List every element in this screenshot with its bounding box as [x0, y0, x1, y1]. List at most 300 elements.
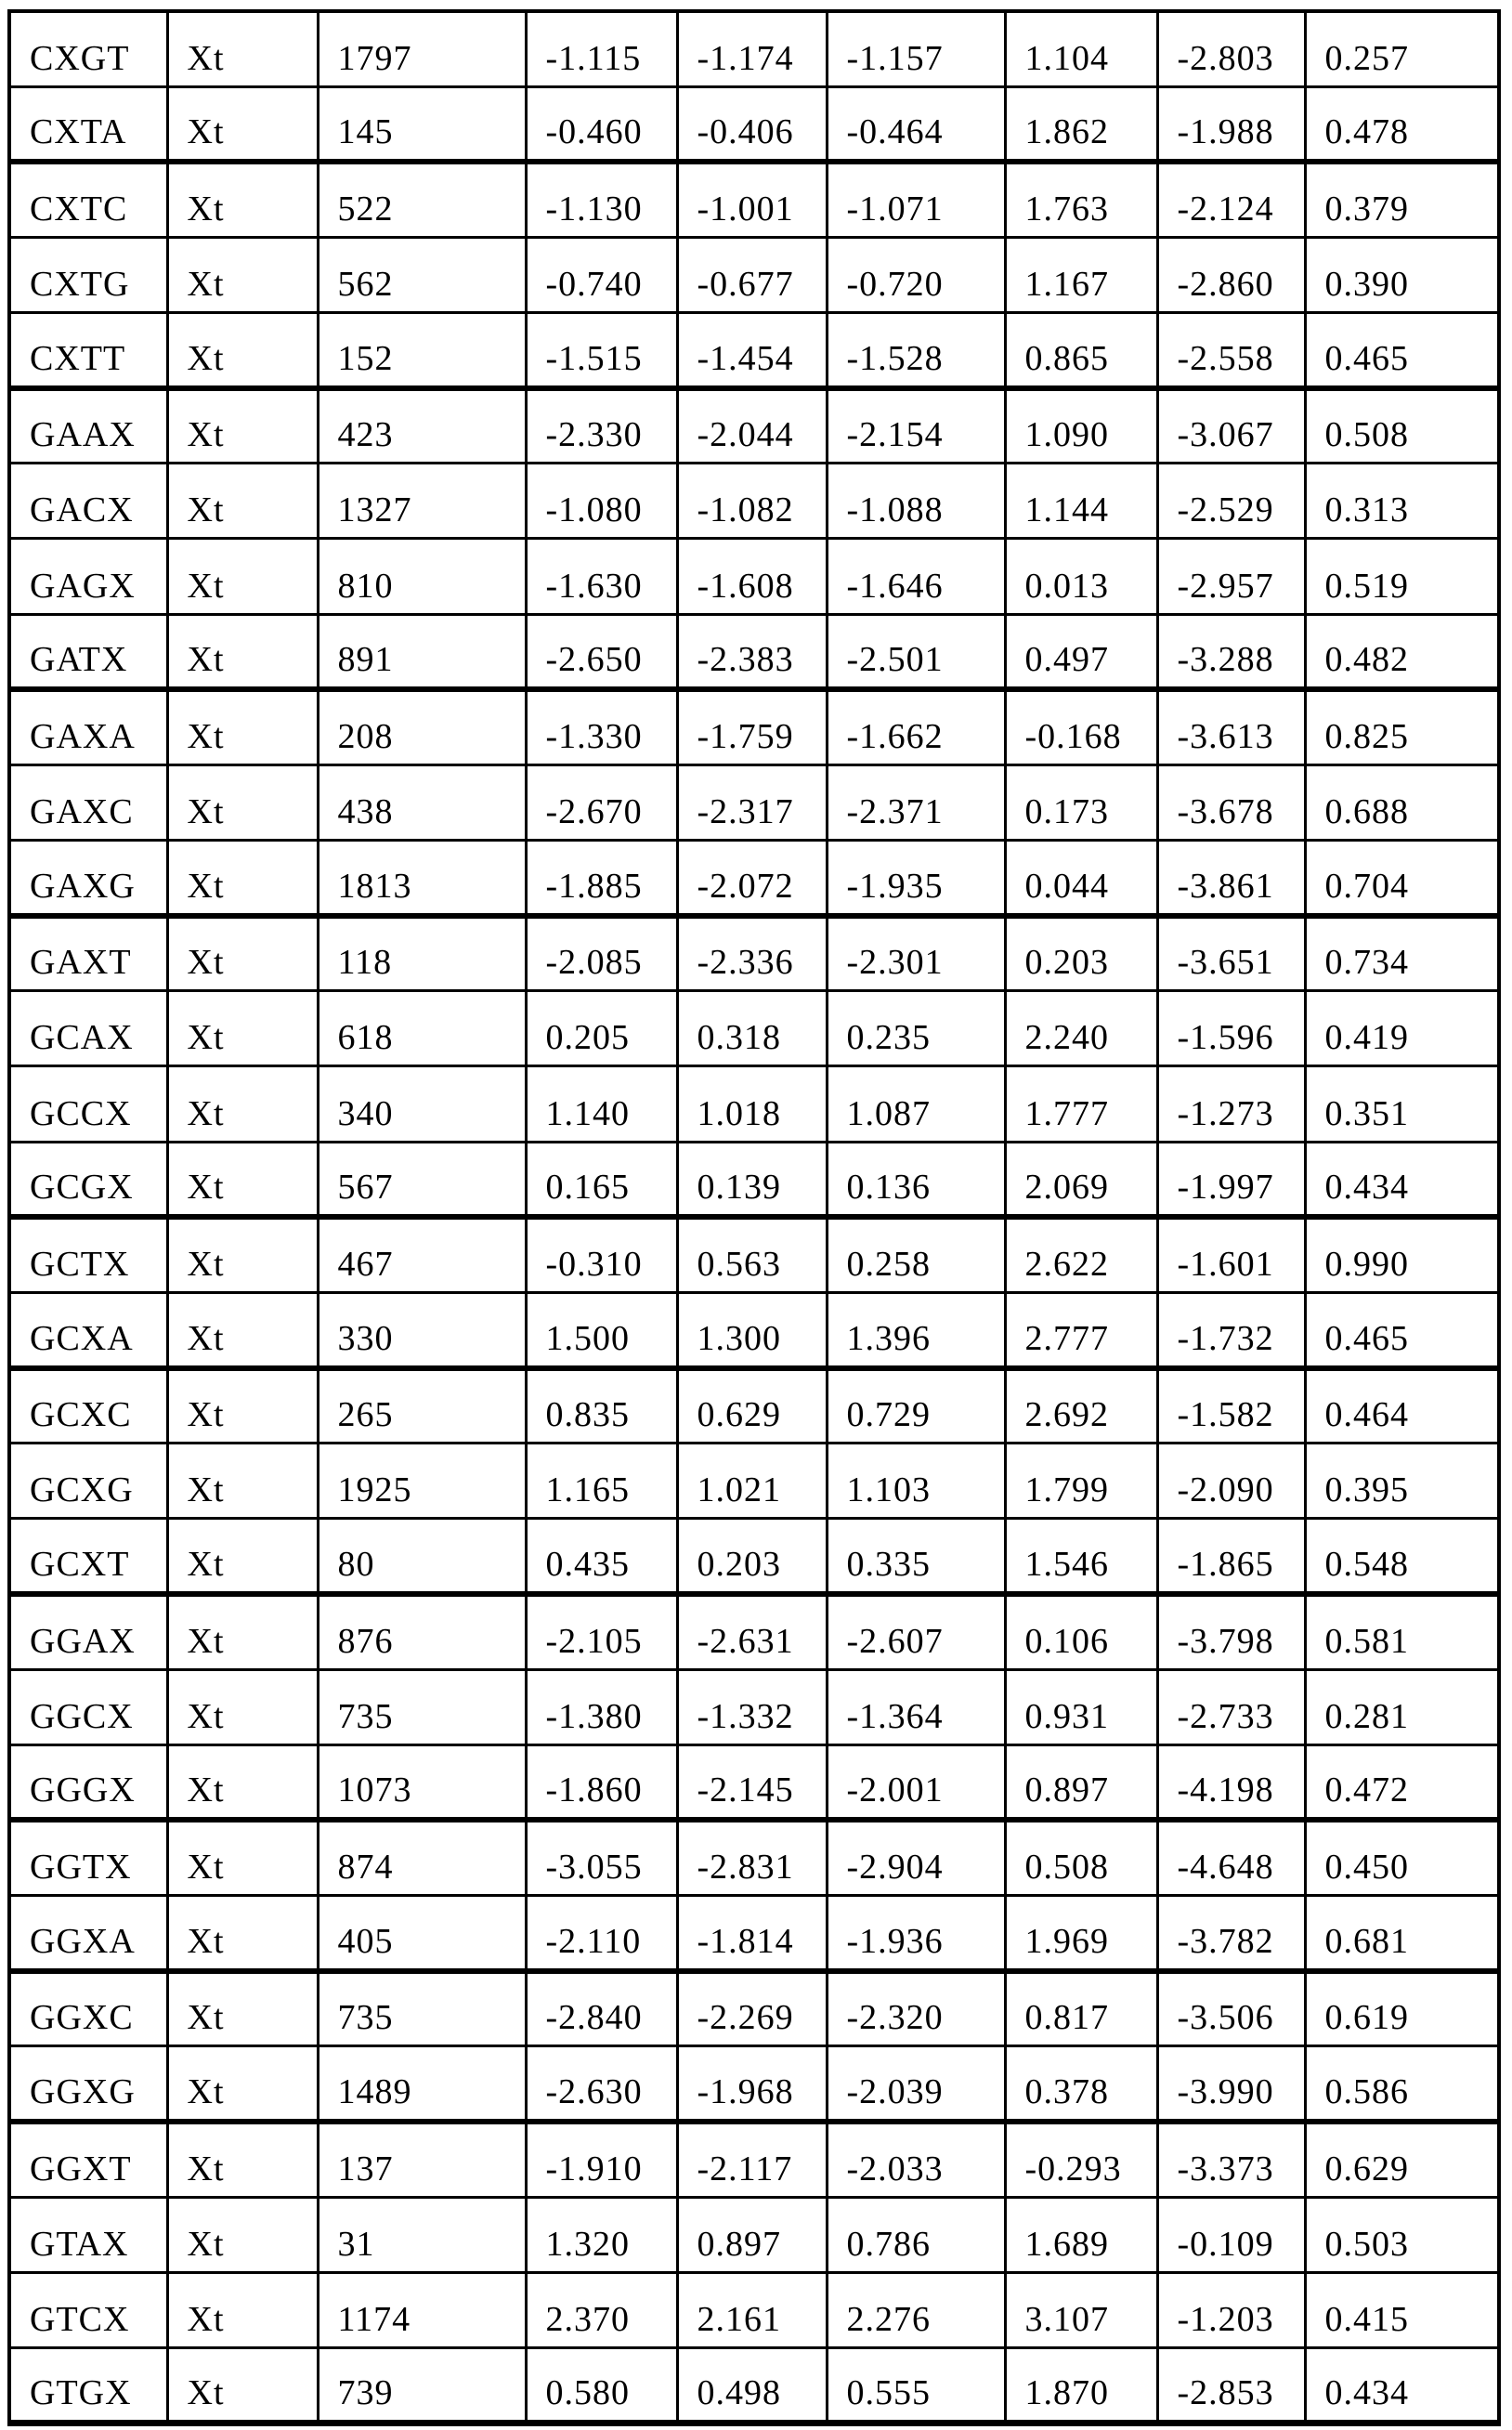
cell-value-1: -1.885	[526, 841, 677, 916]
cell-value-5: -3.651	[1157, 916, 1305, 991]
cell-value-4: 0.044	[1005, 841, 1157, 916]
cell-type: Xt	[167, 689, 318, 764]
cell-code: CXGT	[9, 11, 167, 86]
cell-value-5: -2.529	[1157, 464, 1305, 539]
cell-count: 735	[318, 1669, 526, 1744]
cell-value-6: 0.281	[1305, 1669, 1499, 1744]
cell-type: Xt	[167, 1142, 318, 1217]
cell-count: 405	[318, 1896, 526, 1971]
cell-code: CXTA	[9, 86, 167, 162]
cell-type: Xt	[167, 1971, 318, 2046]
table-body	[9, 11, 1499, 2423]
table-row	[9, 841, 1499, 916]
cell-value-4: 1.104	[1005, 11, 1157, 86]
cell-count: 1489	[318, 2046, 526, 2122]
table-row	[9, 1142, 1499, 1217]
cell-value-2: 0.629	[677, 1368, 827, 1444]
cell-code: GTAX	[9, 2197, 167, 2272]
cell-value-5: -3.067	[1157, 388, 1305, 464]
cell-value-3: -1.157	[827, 11, 1005, 86]
table-row	[9, 1594, 1499, 1669]
cell-value-5: -1.865	[1157, 1519, 1305, 1594]
cell-value-2: -1.082	[677, 464, 827, 539]
cell-value-3: 0.235	[827, 991, 1005, 1066]
cell-value-6: 0.434	[1305, 1142, 1499, 1217]
cell-value-5: -2.957	[1157, 539, 1305, 614]
cell-value-6: 0.450	[1305, 1820, 1499, 1895]
cell-code: GAXA	[9, 689, 167, 764]
cell-count: 735	[318, 1971, 526, 2046]
cell-value-1: 0.835	[526, 1368, 677, 1444]
cell-value-4: 0.203	[1005, 916, 1157, 991]
table-row	[9, 86, 1499, 162]
table-row	[9, 764, 1499, 840]
cell-value-3: 0.335	[827, 1519, 1005, 1594]
table-row	[9, 2197, 1499, 2272]
cell-value-3: -0.464	[827, 86, 1005, 162]
cell-type: Xt	[167, 162, 318, 237]
cell-type: Xt	[167, 464, 318, 539]
cell-value-3: 0.786	[827, 2197, 1005, 2272]
cell-value-4: 1.777	[1005, 1066, 1157, 1142]
cell-type: Xt	[167, 388, 318, 464]
cell-value-4: 0.508	[1005, 1820, 1157, 1895]
cell-value-5: -1.203	[1157, 2272, 1305, 2347]
cell-count: 1925	[318, 1444, 526, 1519]
cell-value-3: 2.276	[827, 2272, 1005, 2347]
cell-count: 567	[318, 1142, 526, 1217]
cell-count: 810	[318, 539, 526, 614]
cell-value-5: -1.997	[1157, 1142, 1305, 1217]
cell-value-6: 0.472	[1305, 1744, 1499, 1820]
cell-value-2: -2.145	[677, 1744, 827, 1820]
cell-value-2: 0.318	[677, 991, 827, 1066]
cell-type: Xt	[167, 1896, 318, 1971]
cell-code: GGAX	[9, 1594, 167, 1669]
cell-value-3: -2.154	[827, 388, 1005, 464]
cell-value-5: -3.990	[1157, 2046, 1305, 2122]
cell-value-5: -3.373	[1157, 2122, 1305, 2197]
cell-code: GGGX	[9, 1744, 167, 1820]
cell-value-6: 0.464	[1305, 1368, 1499, 1444]
cell-value-2: -0.406	[677, 86, 827, 162]
cell-count: 145	[318, 86, 526, 162]
cell-value-1: -0.740	[526, 237, 677, 312]
cell-value-4: 0.931	[1005, 1669, 1157, 1744]
cell-value-2: -1.174	[677, 11, 827, 86]
cell-value-6: 0.313	[1305, 464, 1499, 539]
cell-value-1: -1.130	[526, 162, 677, 237]
cell-value-3: -1.071	[827, 162, 1005, 237]
table-row	[9, 2272, 1499, 2347]
table-row	[9, 614, 1499, 689]
table-row	[9, 689, 1499, 764]
cell-value-3: -1.935	[827, 841, 1005, 916]
cell-value-3: -1.528	[827, 313, 1005, 388]
cell-value-1: -2.840	[526, 1971, 677, 2046]
cell-value-2: -1.968	[677, 2046, 827, 2122]
cell-code: GGTX	[9, 1820, 167, 1895]
cell-type: Xt	[167, 86, 318, 162]
cell-value-6: 0.465	[1305, 313, 1499, 388]
cell-value-4: 3.107	[1005, 2272, 1157, 2347]
cell-value-3: -2.371	[827, 764, 1005, 840]
cell-value-2: 1.018	[677, 1066, 827, 1142]
cell-type: Xt	[167, 1594, 318, 1669]
cell-value-6: 0.704	[1305, 841, 1499, 916]
cell-value-5: -4.648	[1157, 1820, 1305, 1895]
cell-code: GGXT	[9, 2122, 167, 2197]
cell-value-4: 0.013	[1005, 539, 1157, 614]
cell-value-4: 1.167	[1005, 237, 1157, 312]
cell-code: CXTG	[9, 237, 167, 312]
cell-value-6: 0.581	[1305, 1594, 1499, 1669]
cell-type: Xt	[167, 1217, 318, 1292]
cell-code: GTGX	[9, 2347, 167, 2423]
cell-value-6: 0.629	[1305, 2122, 1499, 2197]
cell-type: Xt	[167, 2272, 318, 2347]
cell-type: Xt	[167, 1368, 318, 1444]
cell-value-3: -1.088	[827, 464, 1005, 539]
cell-code: GCXT	[9, 1519, 167, 1594]
cell-value-2: -2.631	[677, 1594, 827, 1669]
cell-value-2: 0.203	[677, 1519, 827, 1594]
table-row	[9, 2046, 1499, 2122]
cell-value-5: -3.678	[1157, 764, 1305, 840]
cell-value-1: 1.140	[526, 1066, 677, 1142]
cell-value-4: 1.862	[1005, 86, 1157, 162]
cell-value-3: 0.258	[827, 1217, 1005, 1292]
table-row	[9, 11, 1499, 86]
cell-type: Xt	[167, 764, 318, 840]
cell-value-1: 0.165	[526, 1142, 677, 1217]
cell-value-2: -1.759	[677, 689, 827, 764]
cell-code: GCXG	[9, 1444, 167, 1519]
cell-value-2: -1.001	[677, 162, 827, 237]
cell-value-6: 0.395	[1305, 1444, 1499, 1519]
table-row	[9, 162, 1499, 237]
cell-value-6: 0.548	[1305, 1519, 1499, 1594]
cell-code: GGXC	[9, 1971, 167, 2046]
cell-type: Xt	[167, 1744, 318, 1820]
cell-code: GACX	[9, 464, 167, 539]
cell-count: 467	[318, 1217, 526, 1292]
cell-code: GCXC	[9, 1368, 167, 1444]
cell-code: GCAX	[9, 991, 167, 1066]
cell-value-2: 0.498	[677, 2347, 827, 2423]
cell-count: 208	[318, 689, 526, 764]
cell-count: 80	[318, 1519, 526, 1594]
cell-type: Xt	[167, 1519, 318, 1594]
table-row	[9, 1669, 1499, 1744]
cell-value-5: -3.288	[1157, 614, 1305, 689]
cell-value-1: -1.515	[526, 313, 677, 388]
cell-value-3: -0.720	[827, 237, 1005, 312]
cell-value-3: 0.555	[827, 2347, 1005, 2423]
cell-value-2: -2.044	[677, 388, 827, 464]
cell-value-1: 0.580	[526, 2347, 677, 2423]
cell-value-3: 1.103	[827, 1444, 1005, 1519]
cell-value-3: -1.662	[827, 689, 1005, 764]
cell-value-5: -2.733	[1157, 1669, 1305, 1744]
table-row	[9, 313, 1499, 388]
cell-value-4: 0.817	[1005, 1971, 1157, 2046]
cell-value-4: 1.689	[1005, 2197, 1157, 2272]
cell-value-3: 0.136	[827, 1142, 1005, 1217]
cell-value-6: 0.465	[1305, 1292, 1499, 1367]
cell-value-1: -2.630	[526, 2046, 677, 2122]
cell-count: 137	[318, 2122, 526, 2197]
cell-count: 340	[318, 1066, 526, 1142]
cell-value-2: -2.269	[677, 1971, 827, 2046]
cell-value-4: -0.293	[1005, 2122, 1157, 2197]
cell-value-6: 0.351	[1305, 1066, 1499, 1142]
cell-value-5: -2.860	[1157, 237, 1305, 312]
cell-value-2: 2.161	[677, 2272, 827, 2347]
cell-type: Xt	[167, 237, 318, 312]
cell-count: 330	[318, 1292, 526, 1367]
cell-value-1: 2.370	[526, 2272, 677, 2347]
table-row	[9, 1744, 1499, 1820]
cell-value-3: -2.904	[827, 1820, 1005, 1895]
cell-value-5: -3.861	[1157, 841, 1305, 916]
cell-value-6: 0.257	[1305, 11, 1499, 86]
cell-value-2: 0.139	[677, 1142, 827, 1217]
cell-value-6: 0.478	[1305, 86, 1499, 162]
cell-code: GGCX	[9, 1669, 167, 1744]
cell-value-3: -2.320	[827, 1971, 1005, 2046]
cell-value-1: -1.330	[526, 689, 677, 764]
table-row	[9, 1971, 1499, 2046]
cell-value-3: 0.729	[827, 1368, 1005, 1444]
cell-value-1: -2.670	[526, 764, 677, 840]
cell-type: Xt	[167, 2046, 318, 2122]
cell-value-1: -1.630	[526, 539, 677, 614]
cell-value-4: 2.069	[1005, 1142, 1157, 1217]
table-row	[9, 1519, 1499, 1594]
cell-value-1: -2.330	[526, 388, 677, 464]
cell-value-5: -1.732	[1157, 1292, 1305, 1367]
cell-value-6: 0.419	[1305, 991, 1499, 1066]
cell-type: Xt	[167, 1669, 318, 1744]
cell-count: 31	[318, 2197, 526, 2272]
cell-value-2: -2.831	[677, 1820, 827, 1895]
cell-value-4: 1.090	[1005, 388, 1157, 464]
cell-value-6: 0.825	[1305, 689, 1499, 764]
cell-value-6: 0.415	[1305, 2272, 1499, 2347]
cell-value-3: 1.396	[827, 1292, 1005, 1367]
cell-value-4: -0.168	[1005, 689, 1157, 764]
cell-count: 1174	[318, 2272, 526, 2347]
cell-value-2: -1.608	[677, 539, 827, 614]
cell-value-4: 2.692	[1005, 1368, 1157, 1444]
cell-type: Xt	[167, 614, 318, 689]
cell-value-5: -1.988	[1157, 86, 1305, 162]
cell-code: GGXG	[9, 2046, 167, 2122]
cell-count: 739	[318, 2347, 526, 2423]
table-row	[9, 2347, 1499, 2423]
cell-value-2: 0.897	[677, 2197, 827, 2272]
cell-count: 438	[318, 764, 526, 840]
cell-code: GAGX	[9, 539, 167, 614]
cell-value-2: -1.332	[677, 1669, 827, 1744]
cell-value-1: -2.105	[526, 1594, 677, 1669]
cell-count: 891	[318, 614, 526, 689]
cell-type: Xt	[167, 916, 318, 991]
cell-value-2: -2.383	[677, 614, 827, 689]
cell-value-2: -0.677	[677, 237, 827, 312]
cell-value-2: -1.454	[677, 313, 827, 388]
table-row	[9, 916, 1499, 991]
cell-value-4: 0.497	[1005, 614, 1157, 689]
cell-value-1: 1.500	[526, 1292, 677, 1367]
cell-count: 152	[318, 313, 526, 388]
cell-value-5: -2.558	[1157, 313, 1305, 388]
cell-code: GAXC	[9, 764, 167, 840]
cell-value-6: 0.586	[1305, 2046, 1499, 2122]
cell-value-1: -2.650	[526, 614, 677, 689]
cell-value-1: -2.110	[526, 1896, 677, 1971]
cell-code: GAXT	[9, 916, 167, 991]
cell-value-4: 0.865	[1005, 313, 1157, 388]
cell-value-2: -2.317	[677, 764, 827, 840]
cell-value-5: -3.506	[1157, 1971, 1305, 2046]
table-row	[9, 1292, 1499, 1367]
cell-count: 618	[318, 991, 526, 1066]
cell-value-1: 0.205	[526, 991, 677, 1066]
cell-value-2: -2.117	[677, 2122, 827, 2197]
table-row	[9, 464, 1499, 539]
cell-value-6: 0.434	[1305, 2347, 1499, 2423]
cell-value-5: -2.090	[1157, 1444, 1305, 1519]
cell-type: Xt	[167, 11, 318, 86]
table-row	[9, 1368, 1499, 1444]
cell-value-4: 0.897	[1005, 1744, 1157, 1820]
cell-value-5: -1.596	[1157, 991, 1305, 1066]
table-row	[9, 1820, 1499, 1895]
cell-count: 1073	[318, 1744, 526, 1820]
cell-code: GTCX	[9, 2272, 167, 2347]
cell-value-4: 2.622	[1005, 1217, 1157, 1292]
cell-code: GCGX	[9, 1142, 167, 1217]
cell-value-5: -1.273	[1157, 1066, 1305, 1142]
cell-value-1: -2.085	[526, 916, 677, 991]
cell-count: 265	[318, 1368, 526, 1444]
cell-value-5: -2.124	[1157, 162, 1305, 237]
cell-value-3: -1.364	[827, 1669, 1005, 1744]
cell-value-6: 0.390	[1305, 237, 1499, 312]
cell-value-1: 1.165	[526, 1444, 677, 1519]
cell-count: 876	[318, 1594, 526, 1669]
cell-value-2: 1.021	[677, 1444, 827, 1519]
cell-value-4: 1.763	[1005, 162, 1157, 237]
cell-value-4: 0.173	[1005, 764, 1157, 840]
cell-value-6: 0.503	[1305, 2197, 1499, 2272]
table-row	[9, 388, 1499, 464]
cell-value-5: -3.613	[1157, 689, 1305, 764]
cell-value-5: -4.198	[1157, 1744, 1305, 1820]
cell-code: GAAX	[9, 388, 167, 464]
cell-value-3: -2.607	[827, 1594, 1005, 1669]
table-row	[9, 1217, 1499, 1292]
cell-type: Xt	[167, 2347, 318, 2423]
cell-value-1: -1.910	[526, 2122, 677, 2197]
cell-value-4: 1.144	[1005, 464, 1157, 539]
cell-value-4: 1.799	[1005, 1444, 1157, 1519]
cell-value-1: -0.310	[526, 1217, 677, 1292]
cell-count: 423	[318, 388, 526, 464]
cell-value-6: 0.990	[1305, 1217, 1499, 1292]
cell-type: Xt	[167, 2122, 318, 2197]
cell-type: Xt	[167, 2197, 318, 2272]
cell-code: CXTC	[9, 162, 167, 237]
cell-value-6: 0.482	[1305, 614, 1499, 689]
cell-value-4: 1.969	[1005, 1896, 1157, 1971]
table-row	[9, 991, 1499, 1066]
cell-value-1: 1.320	[526, 2197, 677, 2272]
cell-value-1: -3.055	[526, 1820, 677, 1895]
cell-value-4: 1.546	[1005, 1519, 1157, 1594]
cell-type: Xt	[167, 313, 318, 388]
cell-value-3: 1.087	[827, 1066, 1005, 1142]
cell-count: 1813	[318, 841, 526, 916]
cell-value-5: -3.782	[1157, 1896, 1305, 1971]
cell-value-5: -2.853	[1157, 2347, 1305, 2423]
cell-value-1: -1.115	[526, 11, 677, 86]
cell-value-1: -1.380	[526, 1669, 677, 1744]
cell-value-3: -2.301	[827, 916, 1005, 991]
cell-code: GGXA	[9, 1896, 167, 1971]
cell-code: GCTX	[9, 1217, 167, 1292]
cell-count: 562	[318, 237, 526, 312]
cell-value-3: -2.039	[827, 2046, 1005, 2122]
cell-type: Xt	[167, 1820, 318, 1895]
cell-value-5: -1.601	[1157, 1217, 1305, 1292]
cell-value-5: -0.109	[1157, 2197, 1305, 2272]
cell-count: 874	[318, 1820, 526, 1895]
cell-value-3: -2.033	[827, 2122, 1005, 2197]
table-row	[9, 1896, 1499, 1971]
cell-value-4: 1.870	[1005, 2347, 1157, 2423]
cell-type: Xt	[167, 1292, 318, 1367]
cell-value-5: -2.803	[1157, 11, 1305, 86]
cell-value-1: -1.080	[526, 464, 677, 539]
cell-value-5: -3.798	[1157, 1594, 1305, 1669]
sequence-data-table	[7, 9, 1501, 2426]
cell-value-3: -2.001	[827, 1744, 1005, 1820]
cell-value-6: 0.519	[1305, 539, 1499, 614]
cell-value-3: -1.646	[827, 539, 1005, 614]
cell-code: GAXG	[9, 841, 167, 916]
table-row	[9, 539, 1499, 614]
cell-code: CXTT	[9, 313, 167, 388]
cell-count: 1327	[318, 464, 526, 539]
cell-value-3: -1.936	[827, 1896, 1005, 1971]
cell-type: Xt	[167, 1066, 318, 1142]
cell-type: Xt	[167, 1444, 318, 1519]
cell-value-1: -0.460	[526, 86, 677, 162]
table-row	[9, 2122, 1499, 2197]
cell-value-3: -2.501	[827, 614, 1005, 689]
cell-value-4: 2.777	[1005, 1292, 1157, 1367]
cell-type: Xt	[167, 539, 318, 614]
cell-value-1: 0.435	[526, 1519, 677, 1594]
cell-value-4: 0.378	[1005, 2046, 1157, 2122]
cell-value-6: 0.508	[1305, 388, 1499, 464]
table-row	[9, 1444, 1499, 1519]
cell-value-6: 0.688	[1305, 764, 1499, 840]
cell-value-2: 1.300	[677, 1292, 827, 1367]
